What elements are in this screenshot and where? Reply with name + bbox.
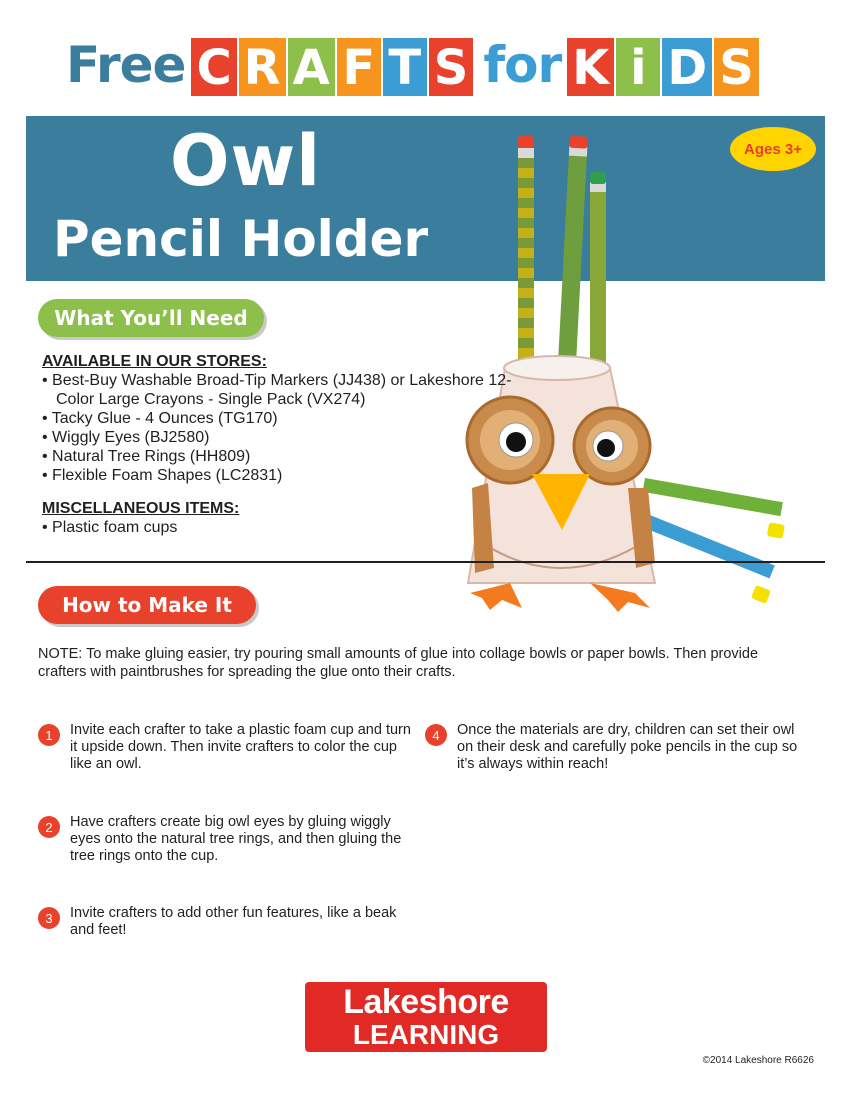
misc-items-list — [42, 518, 512, 537]
logo-letter-tile: R — [239, 38, 286, 96]
step-text: Have crafters create big owl eyes by gluing wiggly eyes onto the natural tree rings, and then gluing the tree rings onto the cup. — [70, 814, 402, 864]
how-to-make-it-label: How to Make It — [38, 586, 256, 624]
step-2 — [38, 814, 418, 865]
logo-kids-letters — [567, 38, 761, 96]
list-item: • Natural Tree Rings (HH809) — [42, 447, 512, 466]
step-number-badge: 3 — [38, 907, 60, 929]
free-crafts-for-kids-logo — [66, 26, 761, 96]
section-divider — [26, 561, 825, 563]
lakeshore-logo — [305, 982, 547, 1080]
gluing-note: NOTE: To make gluing easier, try pouring small amounts of glue into collage bowls or paper bowls. Then provide crafters with paintbrushes for spreading the glue onto their crafts. — [38, 646, 759, 680]
list-item: • Flexible Foam Shapes (LC2831) — [42, 466, 512, 485]
copyright-text: ©2014 Lakeshore R6626 — [702, 1055, 814, 1066]
logo-letter-tile: D — [662, 38, 712, 96]
pencil-icon — [640, 513, 775, 604]
logo-crafts-letters — [191, 38, 475, 96]
list-item: • Tacky Glue - 4 Ounces (TG170) — [42, 409, 512, 428]
logo-letter-tile: A — [288, 38, 335, 96]
logo-line-2: LEARNING STORE — [352, 1019, 500, 1080]
list-item: • Wiggly Eyes (BJ2580) — [42, 428, 512, 447]
pencil-icon — [518, 136, 534, 386]
step-number-badge: 4 — [425, 724, 447, 746]
pencil-icon — [590, 172, 606, 380]
page-subtitle: Pencil Holder — [53, 210, 429, 268]
store-items-list — [42, 371, 512, 485]
logo-letter-tile: K — [567, 38, 614, 96]
logo-line-1: Lakeshore — [343, 983, 509, 1021]
step-text: Once the materials are dry, children can set their owl on their desk and carefully poke pencils in the cup so it’s always within reach! — [457, 722, 798, 772]
materials-list — [42, 352, 512, 537]
stores-heading: AVAILABLE IN OUR STORES: — [42, 353, 267, 370]
logo-letter-tile: C — [191, 38, 236, 96]
what-youll-need-label: What You’ll Need — [38, 299, 264, 337]
ages-badge: Ages 3+ — [730, 127, 816, 171]
step-number-badge: 1 — [38, 724, 60, 746]
logo-letter-tile: T — [383, 38, 427, 96]
logo-letter-tile: F — [337, 38, 381, 96]
logo-letter-tile: i — [616, 38, 660, 96]
step-text: Invite each crafter to take a plastic foam cup and turn it upside down. Then invite crafters to color the cup like an owl. — [70, 722, 411, 772]
pencil-icon — [557, 136, 588, 385]
page-title: Owl — [170, 120, 322, 202]
step-number-badge: 2 — [38, 816, 60, 838]
list-item: • Best-Buy Washable Broad-Tip Markers (JJ438) or Lakeshore 12-Color Large Crayons - Single Pack (VX274) — [42, 371, 512, 409]
logo-word-for: for — [483, 36, 562, 94]
logo-word-free: Free — [66, 36, 186, 94]
list-item: • Plastic foam cups — [42, 518, 512, 537]
step-1 — [38, 722, 418, 773]
step-3 — [38, 905, 418, 939]
misc-heading: MISCELLANEOUS ITEMS: — [42, 500, 240, 517]
wiggly-eye-icon — [574, 408, 650, 484]
step-text: Invite crafters to add other fun features, like a beak and feet! — [70, 905, 397, 938]
step-4 — [425, 722, 805, 773]
logo-letter-tile: S — [714, 38, 759, 96]
logo-letter-tile: S — [429, 38, 474, 96]
